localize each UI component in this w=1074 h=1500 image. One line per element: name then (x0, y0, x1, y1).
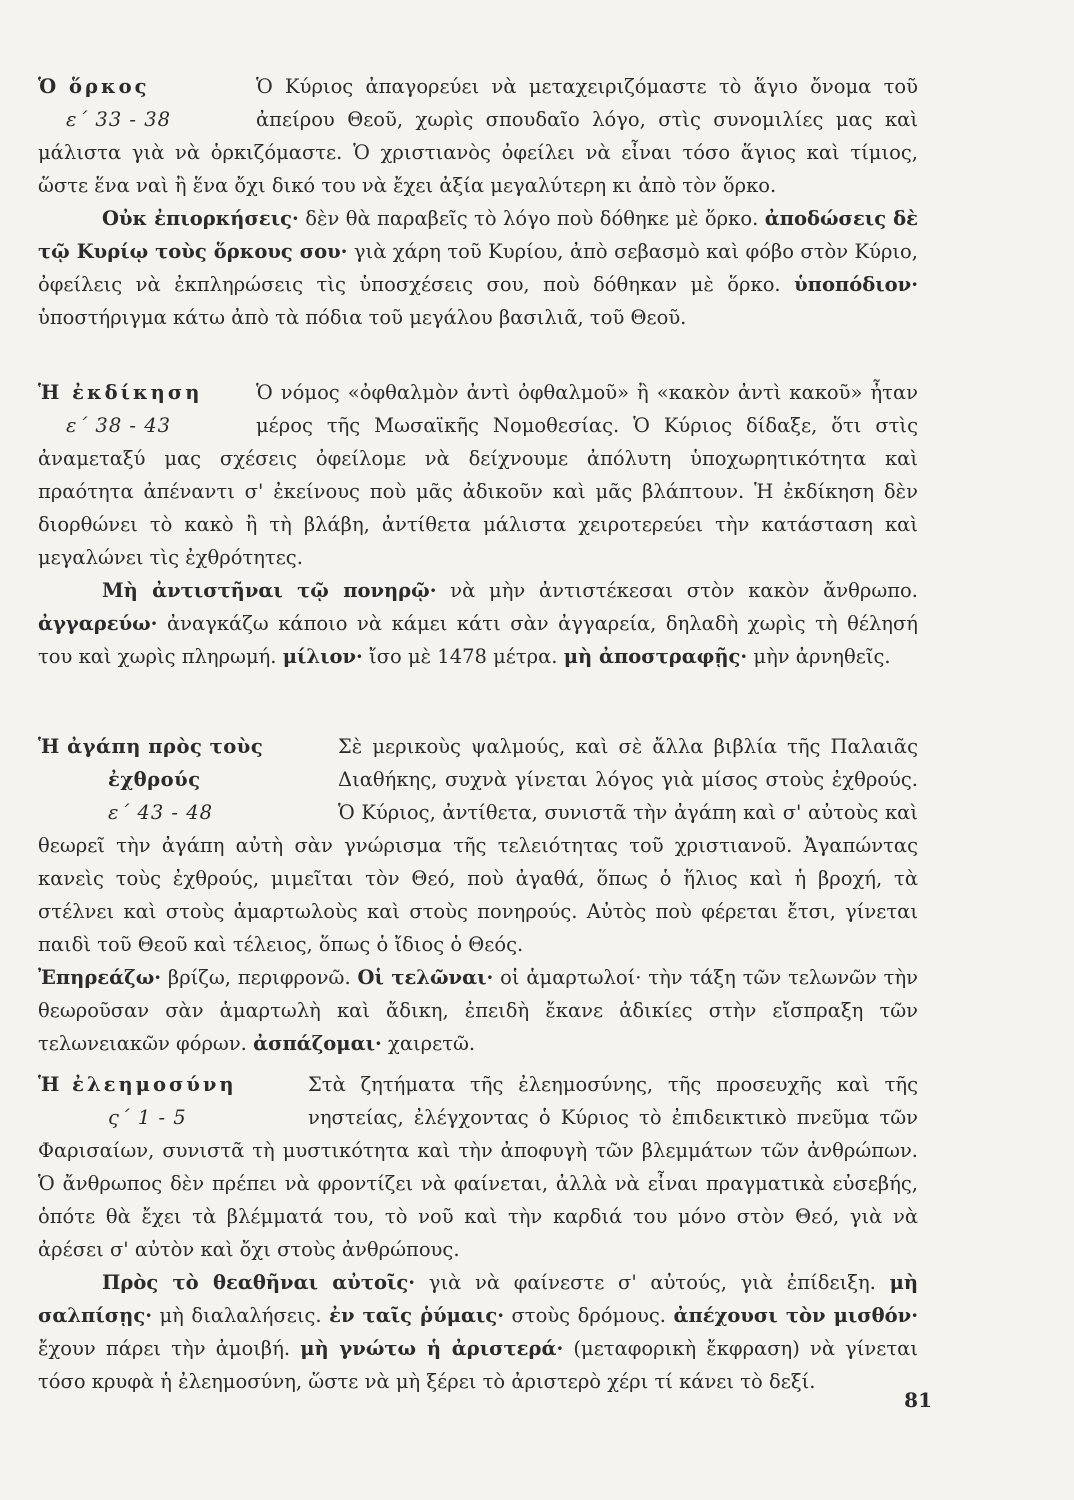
section-heading: Ἡ ἐλεημοσύνη (38, 1073, 237, 1096)
verse-reference: ε΄ 33 - 38 (66, 108, 172, 131)
gloss-def: (μεταφορικὴ ἔκφραση) νὰ γίνεται τόσο κρυφὰ ἡ ἐλεημοσύνη, ὥστε νὰ μὴ ξέρει τὸ ἀριστερὸ χέρι τί κάνει τὸ δεξί. (38, 1337, 918, 1393)
gloss-def: οἱ ἁμαρτωλοί· τὴν τάξη τῶν τελωνῶν τὴν θεωροῦσαν σὰν ἁμαρτωλὴ καὶ ἄδικη, ἐπειδὴ ἔκανε ἀδικίες στὴν εἴσπραξη τῶν τελωνειακῶν φόρων. (38, 966, 918, 1055)
section-almsgiving (38, 1068, 918, 1398)
gloss-def: στοὺς δρόμους. (504, 1304, 674, 1327)
section-intro-text: Ὁ Κύριος ἀπαγορεύει νὰ μεταχειριζόμαστε τὸ ἅγιο ὄνομα τοῦ ἀπείρου Θεοῦ, χωρὶς σπουδαῖο λόγο, στὶς συνομιλίες μας καὶ μάλιστα γιὰ νὰ ὁρκιζόμαστε. Ὁ χριστιανὸς ὀφείλει νὰ εἶναι τόσο ἅγιος καὶ τίμιος, ὥστε ἕνα ναὶ ἢ ἕνα ὄχι δικό του νὰ ἔχει ἀξία μεγαλύτερη κι ἀπὸ τὸν ὅρκο. (38, 75, 918, 197)
gloss-term: μὴ γνώτω ἡ ἀριστερά· (300, 1337, 564, 1360)
gloss-term: Οὐκ ἐπιορκήσεις· (102, 207, 299, 230)
page-number: 81 (904, 1388, 932, 1412)
gloss-def: μὴν ἀρνηθεῖς. (747, 645, 891, 668)
glossary-paragraph (38, 574, 918, 673)
gloss-term: μὴ ἀποστραφῇς· (563, 645, 748, 668)
section-love-enemies (38, 730, 918, 1060)
gloss-def: βρίζω, περιφρονῶ. (161, 966, 358, 989)
section-oath (38, 70, 918, 334)
section-revenge (38, 376, 918, 673)
section-heading: Ἡ ἐκδίκηση (38, 381, 203, 404)
gloss-def: γιὰ χάρη τοῦ Κυρίου, ἀπὸ σεβασμὸ καὶ φόβο στὸν Κύριο, ὀφείλεις νὰ ἐκπληρώσεις τὶς ὑποσχέσεις σου, ποὺ δόθηκαν μὲ ὅρκο. (38, 240, 918, 296)
section-heading-line: Ἡ ἀγάπη πρὸς τοὺς (38, 735, 264, 758)
margin-heading-revenge (38, 376, 256, 442)
glossary-paragraph (38, 1266, 918, 1398)
gloss-def: ἀναγκάζω κάποιο νὰ κάμει κάτι σὰν ἀγγαρεία, δηλαδὴ χωρὶς τὴ θέλησή του καὶ χωρὶς πληρωμή. (38, 612, 918, 668)
gloss-term: ἀγγαρεύω· (38, 612, 158, 635)
margin-heading-love (38, 730, 338, 829)
gloss-term: ὑποπόδιον· (794, 273, 918, 296)
verse-reference: ε΄ 43 - 48 (108, 801, 214, 824)
verse-reference: ς΄ 1 - 5 (108, 1106, 187, 1129)
gloss-term: Πρὸς τὸ θεαθῆναι αὐτοῖς· (102, 1271, 416, 1294)
gloss-def: ἔχουν πάρει τὴν ἀμοιβή. (38, 1337, 301, 1360)
gloss-term: μίλιον· (282, 645, 363, 668)
gloss-def: μὴ διαλαλήσεις. (151, 1304, 330, 1327)
gloss-def: γιὰ νὰ φαίνεστε σ' αὐτούς, γιὰ ἐπίδειξη. (415, 1271, 890, 1294)
gloss-def: δὲν θὰ παραβεῖς τὸ λόγο ποὺ δόθηκε μὲ ὅρκο. (298, 207, 765, 230)
section-intro-text: Ὁ νόμος «ὀφθαλμὸν ἀντὶ ὀφθαλμοῦ» ἢ «κακὸν ἀντὶ κακοῦ» ἦταν μέρος τῆς Μωσαϊκῆς Νομοθεσίας. Ὁ Κύριος δίδαξε, ὅτι στὶς ἀναμεταξύ μας σχέσεις ὀφείλομε νὰ δείχνουμε ἀπόλυτη ὑποχωρητικότητα καὶ πραότητα ἀπέναντι σ' ἐκείνους ποὺ μᾶς ἀδικοῦν καὶ μᾶς βλάπτουν. Ἡ ἐκδίκηση δὲν διορθώνει τὸ κακὸ ἢ τὴ βλάβη, ἀντίθετα μάλιστα χειροτερεύει τὴν κατάσταση καὶ μεγαλώνει τὶς ἐχθρότητες. (38, 381, 918, 569)
gloss-term: Ἐπηρεάζω· (38, 966, 162, 989)
gloss-def: νὰ μὴν ἀντιστέκεσαι στὸν κακὸν ἄνθρωπο. (436, 579, 918, 602)
gloss-term: ἐν ταῖς ῥύμαις· (329, 1304, 504, 1327)
gloss-def: ἴσο μὲ 1478 μέτρα. (362, 645, 564, 668)
gloss-term: ἀπέχουσι τὸν μισθόν· (673, 1304, 918, 1327)
verse-reference: ε΄ 38 - 43 (66, 414, 172, 437)
gloss-term: Μὴ ἀντιστῆναι τῷ πονηρῷ· (102, 579, 437, 602)
gloss-term: μὴ σαλπίσῃς· (38, 1271, 919, 1327)
gloss-term: ἀσπάζομαι· (253, 1032, 382, 1055)
section-heading-line: ἐχθρούς (108, 768, 201, 791)
gloss-def: ὑποστήριγμα κάτω ἀπὸ τὰ πόδια τοῦ μεγάλου βασιλιᾶ, τοῦ Θεοῦ. (38, 306, 687, 329)
gloss-term: ἀποδώσεις δὲ τῷ Κυρίῳ τοὺς ὅρκους σου· (38, 207, 918, 263)
glossary-paragraph (38, 961, 918, 1060)
margin-heading-oath (38, 70, 256, 136)
section-heading: Ὁ ὅρκος (38, 75, 150, 98)
section-intro-text: Στὰ ζητήματα τῆς ἐλεημοσύνης, τῆς προσευχῆς καὶ τῆς νηστείας, ἐλέγχοντας ὁ Κύριος τὸ ἐπιδεικτικὸ πνεῦμα τῶν Φαρισαίων, συνιστᾶ τὴ μυστικότητα καὶ τὴν ἀποφυγὴ τῶν βλεμμάτων τῶν ἀνθρώπων. Ὁ ἄνθρωπος δὲν πρέπει νὰ φροντίζει νὰ φαίνεται, ἀλλὰ νὰ εἶναι πραγματικὰ εὐσεβής, ὁπότε θὰ ἔχει τὰ βλέμματά του, τὸ νοῦ καὶ τὴν καρδιά του μόνο στὸν Θεό, γιὰ νὰ ἀρέσει σ' αὐτὸν καὶ ὄχι στοὺς ἀνθρώπους. (38, 1073, 918, 1261)
glossary-paragraph (38, 202, 918, 334)
section-intro-text: Σὲ μερικοὺς ψαλμούς, καὶ σὲ ἄλλα βιβλία τῆς Παλαιᾶς Διαθήκης, συχνὰ γίνεται λόγος γιὰ μίσος στοὺς ἐχθρούς. Ὁ Κύριος, ἀντίθετα, συνιστᾶ τὴν ἀγάπη καὶ σ' αὐτοὺς καὶ θεωρεῖ τὴν ἀγάπη αὐτὴ σὰν γνώρισμα τῆς τελειότητας τοῦ χριστιανοῦ. Ἀγαπώντας κανεὶς τοὺς ἐχθρούς, μιμεῖται τὸν Θεό, ποὺ ἀγαθά, ὅπως ὁ ἥλιος καὶ ἡ βροχή, τὰ στέλνει καὶ στοὺς ἁμαρτωλοὺς καὶ στοὺς πονηρούς. Αὐτὸς ποὺ φέρεται ἔτσι, γίνεται παιδὶ τοῦ Θεοῦ καὶ τέλειος, ὅπως ὁ ἴδιος ὁ Θεός. (38, 735, 918, 956)
margin-heading-alms (38, 1068, 308, 1134)
gloss-def: χαιρετῶ. (381, 1032, 476, 1055)
gloss-term: Οἱ τελῶναι· (357, 966, 494, 989)
